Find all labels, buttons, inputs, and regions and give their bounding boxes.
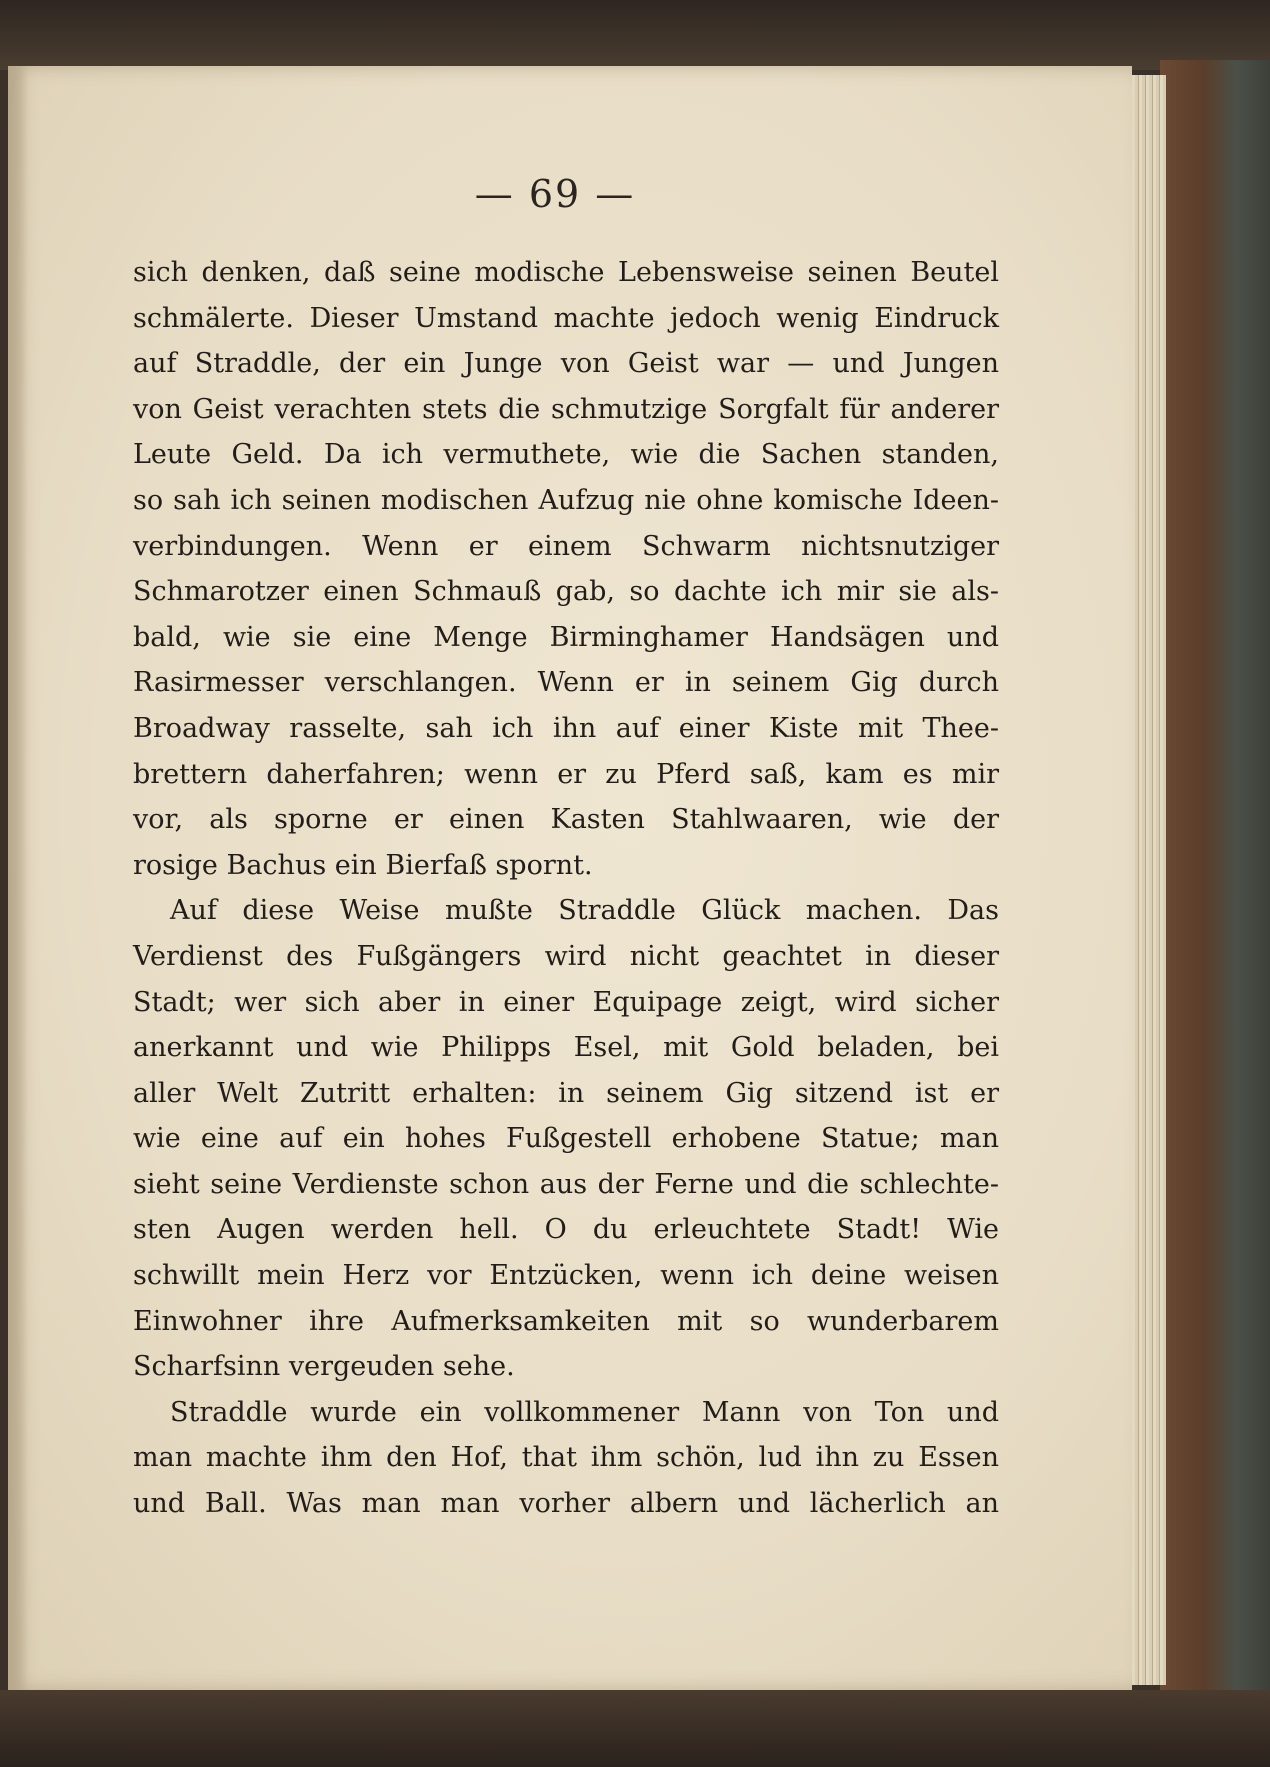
text-line: schmälerte. Dieser Umstand machte jedoch wenig Eindruck <box>133 302 999 334</box>
text-line: anerkannt und wie Philipps Esel, mit Gold beladen, bei <box>133 1032 999 1064</box>
page-edges <box>1128 75 1166 1685</box>
text-line: sieht seine Verdienste schon aus der Ferne und die schlechte- <box>133 1168 999 1200</box>
text-line: Rasirmesser verschlangen. Wenn er in seinem Gig durch <box>133 667 999 699</box>
text-line: Stadt; wer sich aber in einer Equipage zeigt, wird sicher <box>133 986 999 1018</box>
text-line: aller Welt Zutritt erhalten: in seinem Gig sitzend ist er <box>133 1077 999 1109</box>
text-line: schwillt mein Herz vor Entzücken, wenn ich deine weisen <box>133 1260 999 1292</box>
text-line: vor, als sporne er einen Kasten Stahlwaaren, wie der <box>133 804 999 836</box>
text-line: Broadway rasselte, sah ich ihn auf einer Kiste mit Thee- <box>133 712 999 744</box>
page-number: — 69 — <box>474 172 636 216</box>
text-line: Verdienst des Fußgängers wird nicht geachtet in dieser <box>133 940 999 972</box>
body-text <box>133 250 999 1527</box>
text-line: wie eine auf ein hohes Fußgestell erhobene Statue; man <box>133 1123 999 1155</box>
text-line: auf Straddle, der ein Junge von Geist war — und Jungen <box>133 348 999 380</box>
text-line: Einwohner ihre Aufmerksamkeiten mit so wunderbarem <box>133 1305 999 1337</box>
text-line: sich denken, daß seine modische Lebensweise seinen Beutel <box>133 257 999 288</box>
book-cover-top <box>0 0 1270 70</box>
text-line: und Ball. Was man man vorher albern und lächerlich an <box>133 1488 999 1520</box>
text-line: Schmarotzer einen Schmauß gab, so dachte ich mir sie als- <box>133 576 999 608</box>
text-line: man machte ihm den Hof, that ihm schön, lud ihn zu Essen <box>133 1442 999 1474</box>
text-line: Straddle wurde ein vollkommener Mann von Ton und <box>170 1396 999 1428</box>
text-line: von Geist verachten stets die schmutzige Sorgfalt für anderer <box>133 393 999 425</box>
text-line: Auf diese Weise mußte Straddle Glück machen. Das <box>170 895 999 927</box>
text-line: Scharfsinn vergeuden sehe. <box>133 1351 515 1383</box>
book-cover-right <box>1160 60 1270 1767</box>
page-gutter <box>8 66 28 1690</box>
text-line: verbindungen. Wenn er einem Schwarm nichtsnutziger <box>133 530 999 562</box>
text-line: bald, wie sie eine Menge Birminghamer Handsägen und <box>133 621 999 653</box>
text-line: rosige Bachus ein Bierfaß spornt. <box>133 849 593 881</box>
text-line: so sah ich seinen modischen Aufzug nie ohne komische Ideen- <box>133 484 999 516</box>
book-cover-bottom <box>0 1690 1270 1767</box>
text-line: sten Augen werden hell. O du erleuchtete Stadt! Wie <box>133 1214 999 1246</box>
text-line: brettern daherfahren; wenn er zu Pferd saß, kam es mir <box>133 758 999 790</box>
text-line: Leute Geld. Da ich vermuthete, wie die Sachen standen, <box>133 439 999 471</box>
